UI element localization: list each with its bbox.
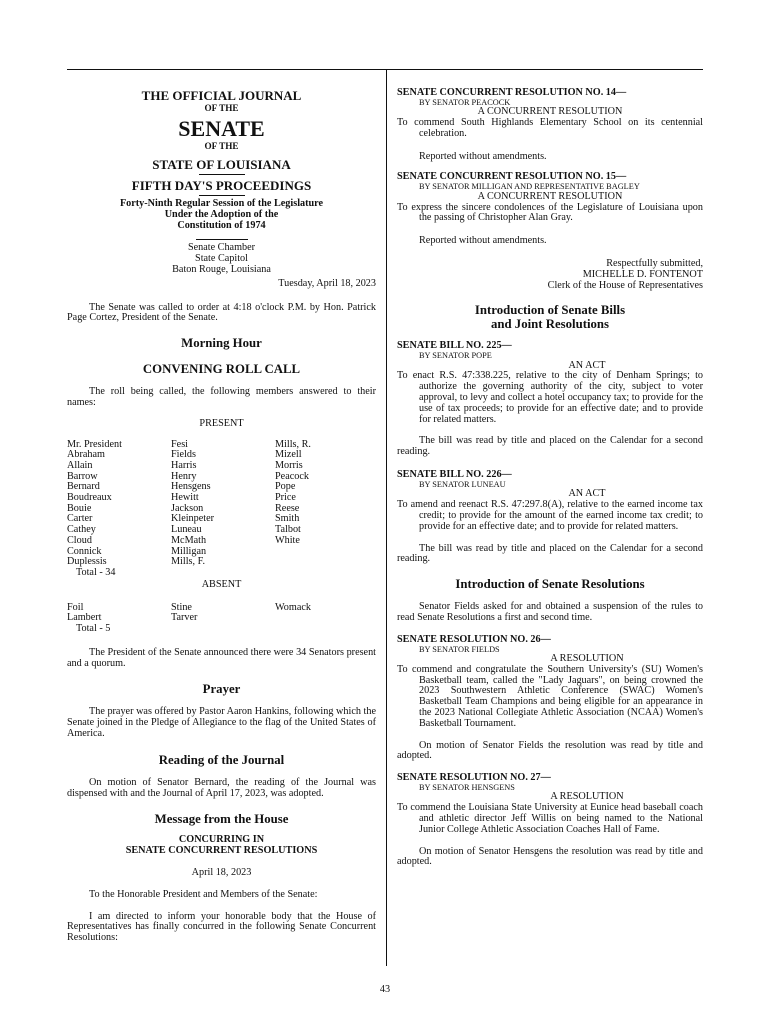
- prayer-text: The prayer was offered by Pastor Aaron Hankins, following which the Senate joined in the Pledge of Allegiance to the flag of the United States of America.: [67, 706, 376, 739]
- message-date: April 18, 2023: [191, 866, 252, 878]
- present-name: Mills, R.: [275, 438, 311, 450]
- sb226-kind: AN ACT: [568, 488, 606, 500]
- directed-text: I am directed to inform your honorable body that the House of Representatives has finally concurred in the following Senate Concurrent Resolutions:: [67, 910, 376, 944]
- state-title: STATE OF LOUISIANA: [152, 157, 291, 172]
- roll-call-heading: CONVENING ROLL CALL: [142, 362, 301, 377]
- present-name: White: [275, 534, 300, 546]
- present-name: Allain: [67, 459, 93, 471]
- sr26-kind: A RESOLUTION: [550, 653, 624, 664]
- sr26-author: BY SENATOR FIELDS: [419, 644, 500, 654]
- roll-call-text: The roll being called, the following members answered to their names:: [67, 386, 376, 408]
- senate-title: SENATE: [178, 116, 265, 141]
- place-line-3: Baton Rouge, Louisiana: [172, 263, 271, 275]
- scr15-report: Reported without amendments.: [419, 235, 547, 247]
- salutation: To the Honorable President and Members of the Senate:: [89, 888, 318, 900]
- present-name: Fesi: [171, 438, 188, 450]
- place-line-2: State Capitol: [195, 253, 248, 265]
- sb226-author: BY SENATOR LUNEAU: [419, 479, 506, 489]
- concurring-line-1: CONCURRING IN: [178, 834, 265, 846]
- masthead-divider-3: [196, 239, 248, 240]
- sb226-title: SENATE BILL NO. 226—: [397, 469, 512, 481]
- session-line-2: Under the Adoption of the: [164, 208, 279, 220]
- scr14-kind: A CONCURRENT RESOLUTION: [477, 106, 623, 118]
- present-name: Milligan: [171, 545, 207, 557]
- present-name: Barrow: [67, 470, 98, 482]
- masthead-divider-2: [199, 195, 245, 196]
- present-name: Hewitt: [171, 492, 199, 504]
- present-name: Cloud: [67, 534, 92, 546]
- scr14-report: Reported without amendments.: [419, 150, 547, 162]
- present-name: Duplessis: [67, 556, 107, 568]
- suspension-text: Senator Fields asked for and obtained a suspension of the rules to read Senate Resolutions a first and second time.: [397, 601, 703, 623]
- sr26-title: SENATE RESOLUTION NO. 26—: [397, 633, 551, 645]
- session-line-3: Constitution of 1974: [177, 219, 266, 231]
- present-name: Fields: [171, 449, 196, 461]
- scr14-author: BY SENATOR PEACOCK: [419, 97, 511, 107]
- present-name: Bouie: [67, 502, 92, 514]
- sb225-author: BY SENATOR POPE: [419, 351, 492, 361]
- present-name: [275, 547, 376, 558]
- scr15-text: To express the sincere condolences of the Legislature of Louisiana upon the passing of Christopher Alan Gray.: [397, 201, 703, 224]
- absent-name: Stine: [171, 601, 192, 613]
- present-name: Bernard: [67, 481, 100, 493]
- quorum-text: The President of the Senate announced there were 34 Senators present and a quorum.: [67, 646, 376, 669]
- intro-resolutions-heading: Introduction of Senate Resolutions: [455, 577, 645, 592]
- left-column: [67, 88, 376, 944]
- scr15-author: BY SENATOR MILLIGAN AND REPRESENTATIVE BAGLEY: [419, 182, 640, 192]
- concurring-line-2: SENATE CONCURRENT RESOLUTIONS: [125, 845, 318, 857]
- reading-journal-text: On motion of Senator Bernard, the reading of the Journal was dispensed with and the Journal of April 17, 2023, was adopted.: [67, 776, 376, 799]
- absent-name: Womack: [275, 601, 311, 613]
- sr26-action: On motion of Senator Fields the resolution was read by title and adopted.: [397, 739, 703, 762]
- absent-name: Foil: [67, 601, 84, 613]
- prayer-heading: Prayer: [202, 682, 241, 697]
- sr27-action: On motion of Senator Hensgens the resolution was read by title and adopted.: [397, 845, 703, 868]
- present-name: Mizell: [275, 449, 302, 461]
- reading-journal-heading: Reading of the Journal: [158, 752, 285, 767]
- absent-name: Tarver: [171, 612, 198, 624]
- scr14-title: SENATE CONCURRENT RESOLUTION NO. 14—: [397, 87, 627, 98]
- scr14-text: To commend South Highlands Elementary School on its centennial celebration.: [397, 117, 703, 139]
- sb225-title: SENATE BILL NO. 225—: [397, 340, 512, 352]
- page-number: 43: [379, 984, 391, 995]
- present-total: Total - 34: [76, 567, 116, 578]
- of-the-1: OF THE: [204, 103, 239, 113]
- right-column: [397, 88, 703, 868]
- present-name: Peacock: [275, 470, 309, 482]
- session-line-1: Forty-Ninth Regular Session of the Legislature: [119, 198, 324, 209]
- present-roster: [67, 440, 376, 568]
- call-to-order: The Senate was called to order at 4:18 o'clock P.M. by Hon. Patrick Page Cortez, President of the Senate.: [67, 301, 376, 324]
- present-name: Hensgens: [171, 481, 211, 493]
- present-name: McMath: [171, 534, 207, 546]
- present-name: Price: [275, 492, 296, 504]
- present-name: Talbot: [275, 524, 301, 536]
- signature-line-1: Respectfully submitted,: [606, 257, 703, 269]
- scr15-title: SENATE CONCURRENT RESOLUTION NO. 15—: [397, 171, 627, 183]
- of-the-2: OF THE: [204, 141, 239, 151]
- present-name: Mills, F.: [171, 556, 206, 568]
- scr15-kind: A CONCURRENT RESOLUTION: [477, 190, 623, 202]
- present-name: Reese: [275, 502, 300, 514]
- journal-date: Tuesday, April 18, 2023: [278, 277, 376, 289]
- present-name: Boudreaux: [67, 492, 112, 504]
- present-label: PRESENT: [199, 417, 244, 429]
- sb225-text: To enact R.S. 47:338.225, relative to the city of Denham Springs; to authorize the governing authority of the city, subject to voter approval, to levy and collect a hotel occupancy tax; to provide for the use of tax proceeds; to provide for an effective date; and to provide for related matters.: [397, 370, 703, 425]
- present-name: Carter: [67, 513, 93, 525]
- morning-hour-heading: Morning Hour: [181, 336, 262, 351]
- place-line-1: Senate Chamber: [187, 242, 256, 254]
- present-name: Kleinpeter: [171, 513, 214, 525]
- sb225-action: The bill was read by title and placed on the Calendar for a second reading.: [397, 435, 703, 458]
- sr27-kind: A RESOLUTION: [550, 791, 624, 803]
- present-name: Morris: [275, 459, 303, 471]
- present-name: Harris: [171, 459, 197, 471]
- present-name: [275, 557, 376, 568]
- sr27-text: To commend the Louisiana State University at Eunice head baseball coach and athletic director Jeff Willis on being named to the National Junior College Athletic Association Coaches Hall of Fame.: [397, 802, 703, 835]
- absent-label: ABSENT: [201, 578, 242, 590]
- proceedings-title: FIFTH DAY'S PROCEEDINGS: [131, 178, 312, 193]
- sr27-title: SENATE RESOLUTION NO. 27—: [397, 772, 551, 784]
- sb226-action: The bill was read by title and placed on the Calendar for a second reading.: [397, 542, 703, 565]
- present-name: Luneau: [171, 524, 202, 536]
- absent-roster: [67, 603, 376, 624]
- present-name: Connick: [67, 545, 102, 557]
- absent-name: Lambert: [67, 612, 102, 624]
- present-name: Jackson: [171, 502, 204, 514]
- journal-title: THE OFFICIAL JOURNAL: [141, 88, 302, 103]
- masthead-divider-1: [199, 174, 245, 175]
- intro-bills-heading-1: Introduction of Senate Bills: [474, 303, 626, 318]
- sb226-text: To amend and reenact R.S. 47:297.8(A), relative to the earned income tax credit; to provide for the amount of the earned income tax credit; to provide for an effective date; and to provide for related matters.: [397, 499, 703, 532]
- message-house-heading: Message from the House: [154, 812, 289, 827]
- present-name: Cathey: [67, 524, 96, 536]
- sr27-author: BY SENATOR HENSGENS: [419, 782, 515, 792]
- signature-line-3: Clerk of the House of Representatives: [547, 279, 703, 291]
- signature-line-2: MICHELLE D. FONTENOT: [582, 268, 703, 280]
- present-name: Pope: [275, 481, 296, 493]
- present-name: Abraham: [67, 449, 105, 461]
- intro-bills-heading-2: and Joint Resolutions: [490, 317, 610, 332]
- sr26-text: To commend and congratulate the Southern University's (SU) Women's Basketball team, called the "Lady Jaguars", on being crowned the 2023 Southwestern Athletic Conference (SWAC) Women's Basketball Team Champions and being eligible for an appearance in the 2023 National Collegiate Athletic Association (NCAA) Women's Basketball Tournament.: [397, 663, 703, 729]
- absent-total: Total - 5: [76, 623, 111, 634]
- top-rule: [67, 69, 703, 70]
- sb225-kind: AN ACT: [568, 359, 606, 371]
- present-name: Mr. President: [67, 438, 122, 450]
- present-name: Smith: [275, 513, 300, 525]
- present-name: Henry: [171, 470, 197, 482]
- column-divider: [386, 69, 387, 966]
- absent-name: [275, 613, 376, 624]
